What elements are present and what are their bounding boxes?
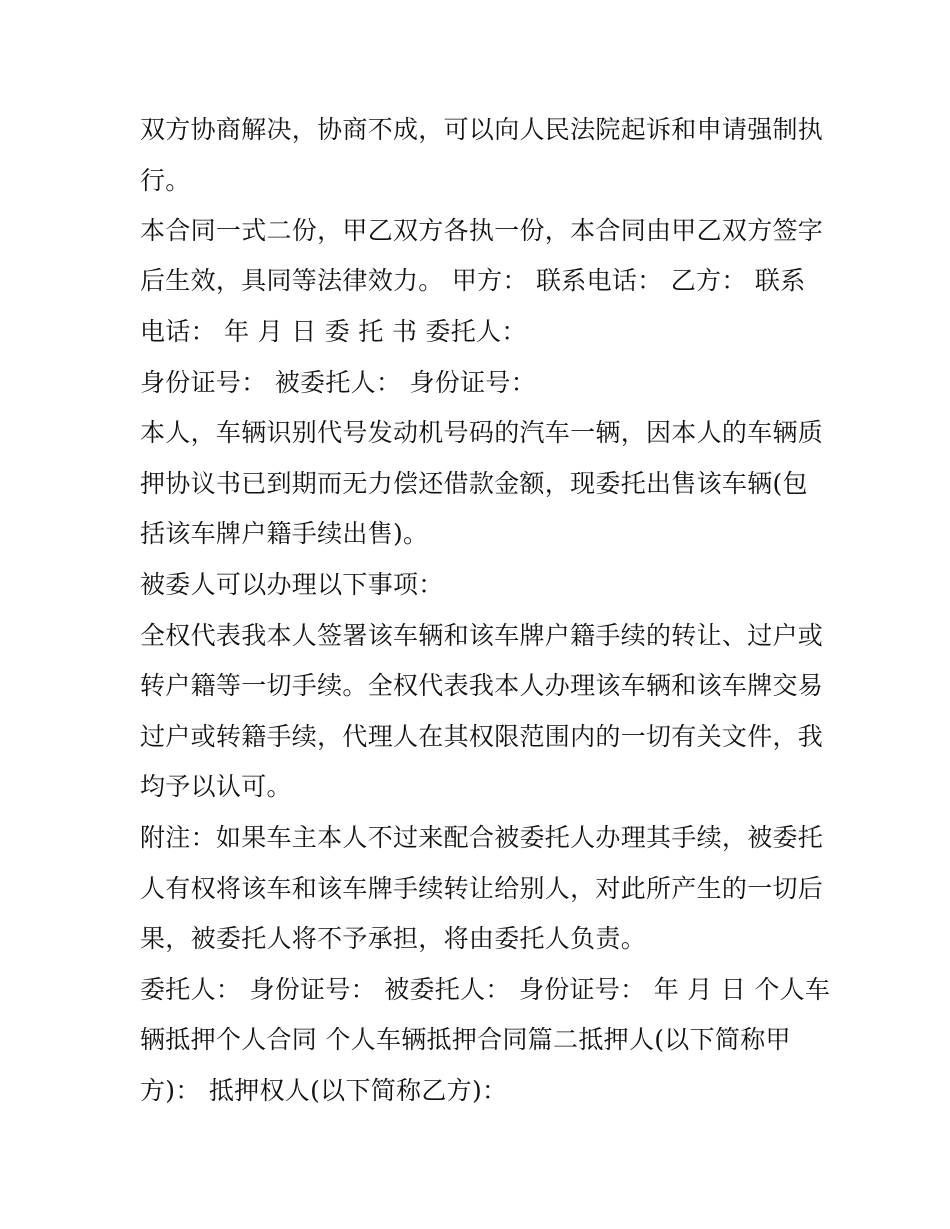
text-line: 全权代表我本人签署该车辆和该车牌户籍手续的转让、过户或 <box>140 621 824 650</box>
text-line: 括该车牌户籍手续出售)。 <box>140 519 429 548</box>
text-line: 果，被委托人将不予承担，将由委托人负责。 <box>140 924 647 953</box>
text-line: 被委人可以办理以下事项： <box>140 570 444 599</box>
text-line: 人有权将该车和该车牌手续转让给别人，对此所产生的一切后 <box>140 874 824 903</box>
text-line: 均予以认可。 <box>140 772 292 801</box>
text-line: 行。 <box>140 166 191 195</box>
text-line: 转户籍等一切手续。全权代表我本人办理该车辆和该车牌交易 <box>140 671 824 700</box>
text-line: 过户或转籍手续，代理人在其权限范围内的一切有关文件，我 <box>140 722 824 751</box>
text-line: 后生效，具同等法律效力。 甲方： 联系电话： 乙方： 联系 <box>140 266 806 295</box>
text-line: 双方协商解决，协商不成，可以向人民法院起诉和申请强制执 <box>140 115 824 144</box>
text-line: 本合同一式二份，甲乙双方各执一份，本合同由甲乙双方签字 <box>140 216 824 245</box>
text-line: 本人，车辆识别代号发动机号码的汽车一辆，因本人的车辆质 <box>140 418 824 447</box>
text-line: 附注：如果车主本人不过来配合被委托人办理其手续，被委托 <box>140 823 824 852</box>
text-line: 方)： 抵押权人(以下简称乙方)： <box>140 1076 508 1105</box>
text-line: 电话： 年 月 日 委 托 书 委托人： <box>140 317 527 346</box>
text-line: 辆抵押个人合同 个人车辆抵押合同篇二抵押人(以下简称甲 <box>140 1025 791 1054</box>
text-line: 押协议书已到期而无力偿还借款金额，现委托出售该车辆(包 <box>140 469 808 498</box>
text-line: 身份证号： 被委托人： 身份证号： <box>140 368 536 397</box>
text-line: 委托人： 身份证号： 被委托人： 身份证号： 年 月 日 个人车 <box>140 975 831 1004</box>
